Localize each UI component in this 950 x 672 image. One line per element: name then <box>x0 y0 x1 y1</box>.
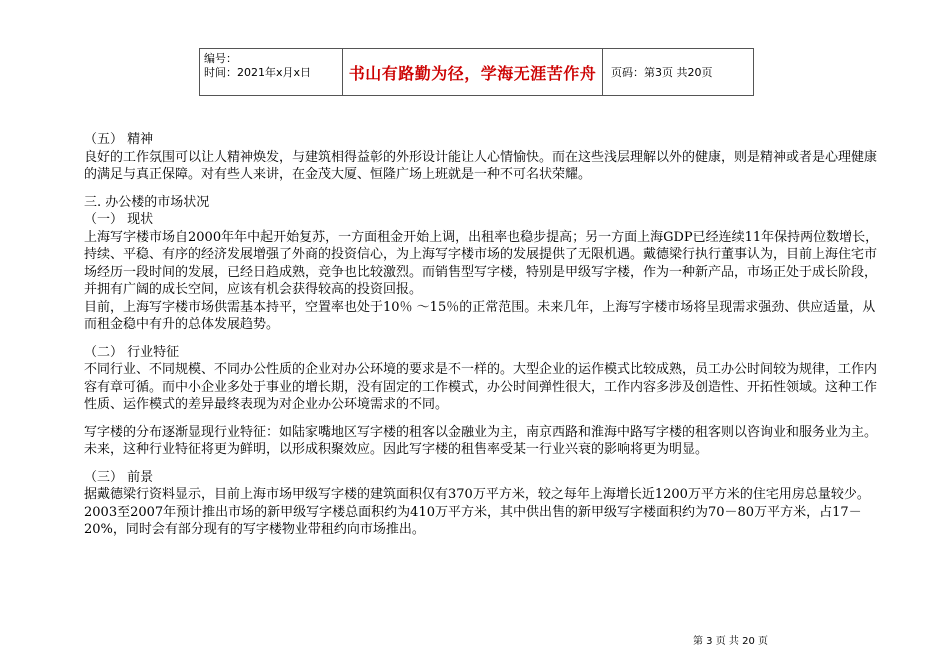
section-5-paragraph: 良好的工作氛围可以让人精神焕发，与建筑相得益彰的外形设计能让人心情愉快。而在这些浅层理解以外的健康，则是精神或者是心理健康的满足与真正保障。对有些人来讲，在金茂大厦、恒隆广场上班就是一种不可名状荣耀。 <box>84 149 878 182</box>
subsection-2-paragraph-2: 写字楼的分布逐渐显现行业特征：如陆家嘴地区写字楼的租客以金融业为主，南京西路和淮海中路写字楼的租客则以咨询业和服务业为主。未来，这种行业特征将更为鲜明，以形成积聚效应。因此写字楼的租售率受某一行业兴衰的影响将更为明显。 <box>84 424 878 457</box>
page-footer: 第 3 页 共 20 页 <box>693 636 768 647</box>
subsection-1-paragraph-1: 上海写字楼市场自2000年年中起开始复苏，一方面租金开始上调，出租率也稳步提高；另一方面上海GDP已经连续11年保持两位数增长，持续、平稳、有序的经济发展增强了外商的投资信心，为上海写字楼市场的发展提供了无限机遇。戴德梁行执行董事认为，目前上海住宅市场经历一段时间的发展，已经日趋成熟，竞争也比较激烈。而销售型写字楼，特别是甲级写字楼，作为一种新产品，市场正处于成长阶段，并拥有广阔的成长空间，应该有机会获得较高的投资回报。 <box>84 229 879 297</box>
header-motto: 书山有路勤为径，学海无涯苦作舟 <box>343 49 603 95</box>
page-header <box>199 48 754 96</box>
time-label: 时间：2021年x月x日 <box>204 66 312 79</box>
number-label: 编号： <box>204 52 237 65</box>
header-meta <box>200 49 343 95</box>
subsection-1-paragraph-2: 目前，上海写字楼市场供需基本持平，空置率也处于10％ ～15％的正常范围。未来几年，上海写字楼市场将呈现需求强劲、供应适量，从而租金稳中有升的总体发展趋势。 <box>84 299 876 332</box>
subsection-1-heading: （一） 现状 <box>84 212 154 227</box>
subsection-3-heading: （三） 前景 <box>84 469 154 485</box>
subsection-2-heading: （二） 行业特征 <box>84 344 180 360</box>
subsection-2-paragraph-1: 不同行业、不同规模、不同办公性质的企业对办公环境的要求是不一样的。大型企业的运作模式比较成熟，员工办公时间较为规律，工作内容有章可循。而中小企业多处于事业的增长期，没有固定的工作模式，办公时间弹性很大，工作内容多涉及创造性、开拓性领域。这种工作性质、运作模式的差异最终表现为对企业办公环境需求的不同。 <box>84 362 878 412</box>
section-5-heading: （五） 精神 <box>84 132 154 147</box>
section-3-heading: 三. 办公楼的市场状况 <box>84 194 210 210</box>
header-page-label: 页码：第3页 共20页 <box>611 66 713 79</box>
subsection-3-paragraph: 据戴德梁行资料显示，目前上海市场甲级写字楼的建筑面积仅有370万平方米，较之每年上海增长近1200万平方米的住宅用房总量较少。2003至2007年预计推出市场的新甲级写字楼总面积约为410万平方米，其中供出售的新甲级写字楼面积约为70－80万平方米，占17－20%，同时会有部分现有的写字楼物业带租约向市场推出。 <box>84 487 870 537</box>
document-body <box>84 131 884 539</box>
